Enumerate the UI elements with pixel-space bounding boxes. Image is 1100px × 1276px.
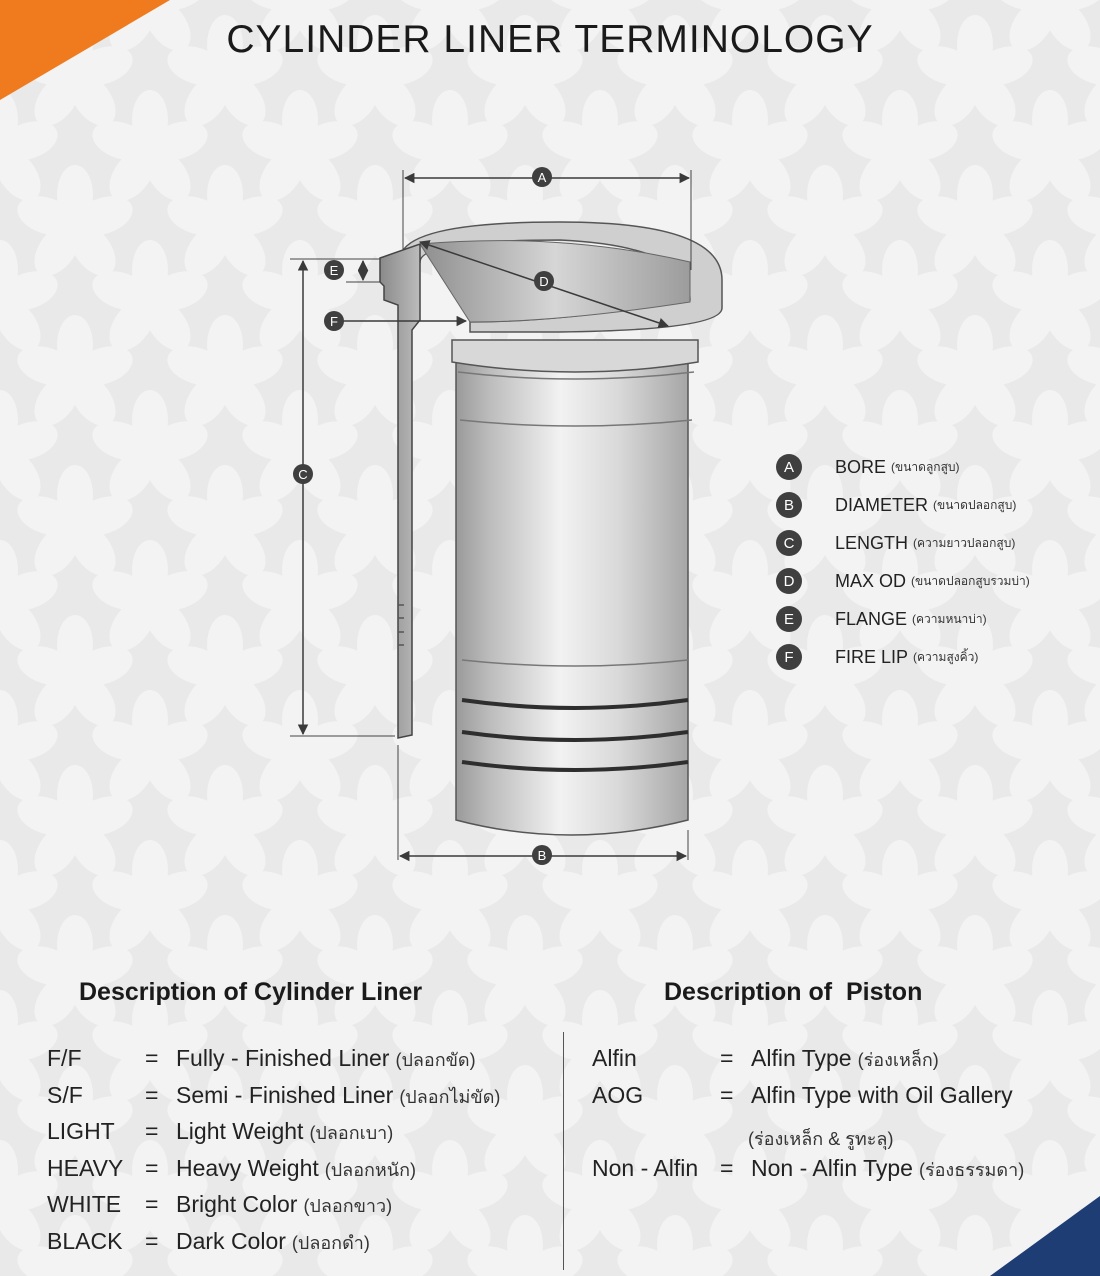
svg-text:C: C <box>298 467 308 482</box>
piston-row-non-alfin <box>592 1155 1024 1192</box>
piston-description-title: Description of Piston <box>664 978 923 1006</box>
liner-row-light <box>47 1118 393 1155</box>
desc-code: S/F <box>47 1082 83 1108</box>
desc-text: Heavy Weight <box>176 1155 319 1181</box>
desc-equals: = <box>145 1082 159 1108</box>
legend-term: FLANGE <box>835 608 908 629</box>
page-title: CYLINDER LINER TERMINOLOGY <box>226 18 874 61</box>
terminology-legend <box>776 448 1096 676</box>
desc-thai: (ปลอกขาว) <box>303 1196 393 1216</box>
liner-row-ff <box>47 1045 476 1082</box>
dimension-label-d <box>534 271 554 291</box>
svg-text:E: E <box>329 263 339 278</box>
desc-text: Alfin Type <box>751 1045 852 1071</box>
svg-text:F: F <box>330 314 338 329</box>
legend-badge: B <box>776 492 802 518</box>
desc-code: BLACK <box>47 1228 123 1254</box>
desc-code: Alfin <box>592 1045 637 1071</box>
legend-item-bore <box>776 448 1096 486</box>
liner-row-black <box>47 1228 370 1265</box>
legend-thai: (ความหนาบ่า) <box>912 611 987 626</box>
desc-equals: = <box>720 1082 734 1108</box>
desc-equals: = <box>720 1155 734 1181</box>
legend-thai: (ความยาวปลอกสูบ) <box>913 535 1016 550</box>
desc-thai: (ปลอกขัด) <box>395 1050 476 1070</box>
legend-thai: (ขนาดลูกสูบ) <box>891 459 960 474</box>
legend-badge: C <box>776 530 802 556</box>
desc-text: Dark Color <box>176 1228 286 1254</box>
desc-thai: (ปลอกไม่ขัด) <box>399 1087 501 1107</box>
desc-equals: = <box>145 1045 159 1071</box>
dimension-label-c <box>293 464 313 484</box>
liner-description-title: Description of Cylinder Liner <box>79 978 423 1006</box>
liner-row-sf <box>47 1082 500 1119</box>
desc-code: F/F <box>47 1045 82 1071</box>
legend-badge: D <box>776 568 802 594</box>
svg-text:B: B <box>537 848 547 863</box>
desc-equals: = <box>720 1045 734 1071</box>
legend-badge: E <box>776 606 802 632</box>
svg-text:A: A <box>537 170 547 185</box>
desc-thai: (ปลอกดำ) <box>291 1233 370 1253</box>
desc-text: Alfin Type with Oil Gallery <box>751 1082 1013 1108</box>
legend-badge: F <box>776 644 802 670</box>
legend-thai: (ขนาดปลอกสูบรวมบ่า) <box>911 573 1030 588</box>
legend-item-length <box>776 524 1096 562</box>
desc-text: Bright Color <box>176 1191 298 1217</box>
piston-row-aog <box>592 1082 1013 1119</box>
legend-term: LENGTH <box>835 532 909 553</box>
liner-row-white <box>47 1191 392 1228</box>
desc-text: Semi - Finished Liner <box>176 1082 394 1108</box>
legend-term: MAX OD <box>835 570 907 591</box>
desc-text: Light Weight <box>176 1118 304 1144</box>
legend-item-diameter <box>776 486 1096 524</box>
desc-code: WHITE <box>47 1191 122 1217</box>
desc-thai: (ร่องเหล็ก) <box>857 1050 939 1070</box>
dimension-label-b <box>532 845 552 865</box>
desc-thai: (ปลอกหนัก) <box>324 1160 416 1180</box>
desc-equals: = <box>145 1118 159 1144</box>
legend-badge: A <box>776 454 802 480</box>
desc-code: LIGHT <box>47 1118 115 1144</box>
legend-term: BORE <box>835 456 887 477</box>
desc-text: Non - Alfin Type <box>751 1155 913 1181</box>
desc-code: Non - Alfin <box>592 1155 699 1181</box>
legend-term: FIRE LIP <box>835 646 909 667</box>
section-divider <box>563 1032 564 1270</box>
desc-equals: = <box>145 1155 159 1181</box>
desc-code: AOG <box>592 1082 644 1108</box>
desc-thai: (ร่องธรรมดา) <box>918 1160 1025 1180</box>
legend-item-max-od <box>776 562 1096 600</box>
piston-aog-thai: (ร่องเหล็ก & รูทะลุ) <box>748 1129 894 1149</box>
legend-item-flange <box>776 600 1096 638</box>
corner-accent-blue <box>990 1196 1100 1276</box>
legend-thai: (ขนาดปลอกสูบ) <box>933 497 1017 512</box>
dimension-label-f <box>324 311 344 331</box>
desc-equals: = <box>145 1228 159 1254</box>
desc-equals: = <box>145 1191 159 1217</box>
legend-term: DIAMETER <box>835 494 929 515</box>
desc-text: Fully - Finished Liner <box>176 1045 390 1071</box>
desc-thai: (ปลอกเบา) <box>309 1123 394 1143</box>
liner-row-heavy <box>47 1155 416 1192</box>
piston-row-alfin <box>592 1045 939 1082</box>
svg-text:D: D <box>539 274 549 289</box>
dimension-label-e <box>324 260 344 280</box>
legend-thai: (ความสูงคิ้ว) <box>913 649 979 664</box>
legend-item-fire-lip <box>776 638 1096 676</box>
liner-wall-section <box>380 244 420 738</box>
desc-code: HEAVY <box>47 1155 124 1181</box>
dimension-label-a <box>532 167 552 187</box>
